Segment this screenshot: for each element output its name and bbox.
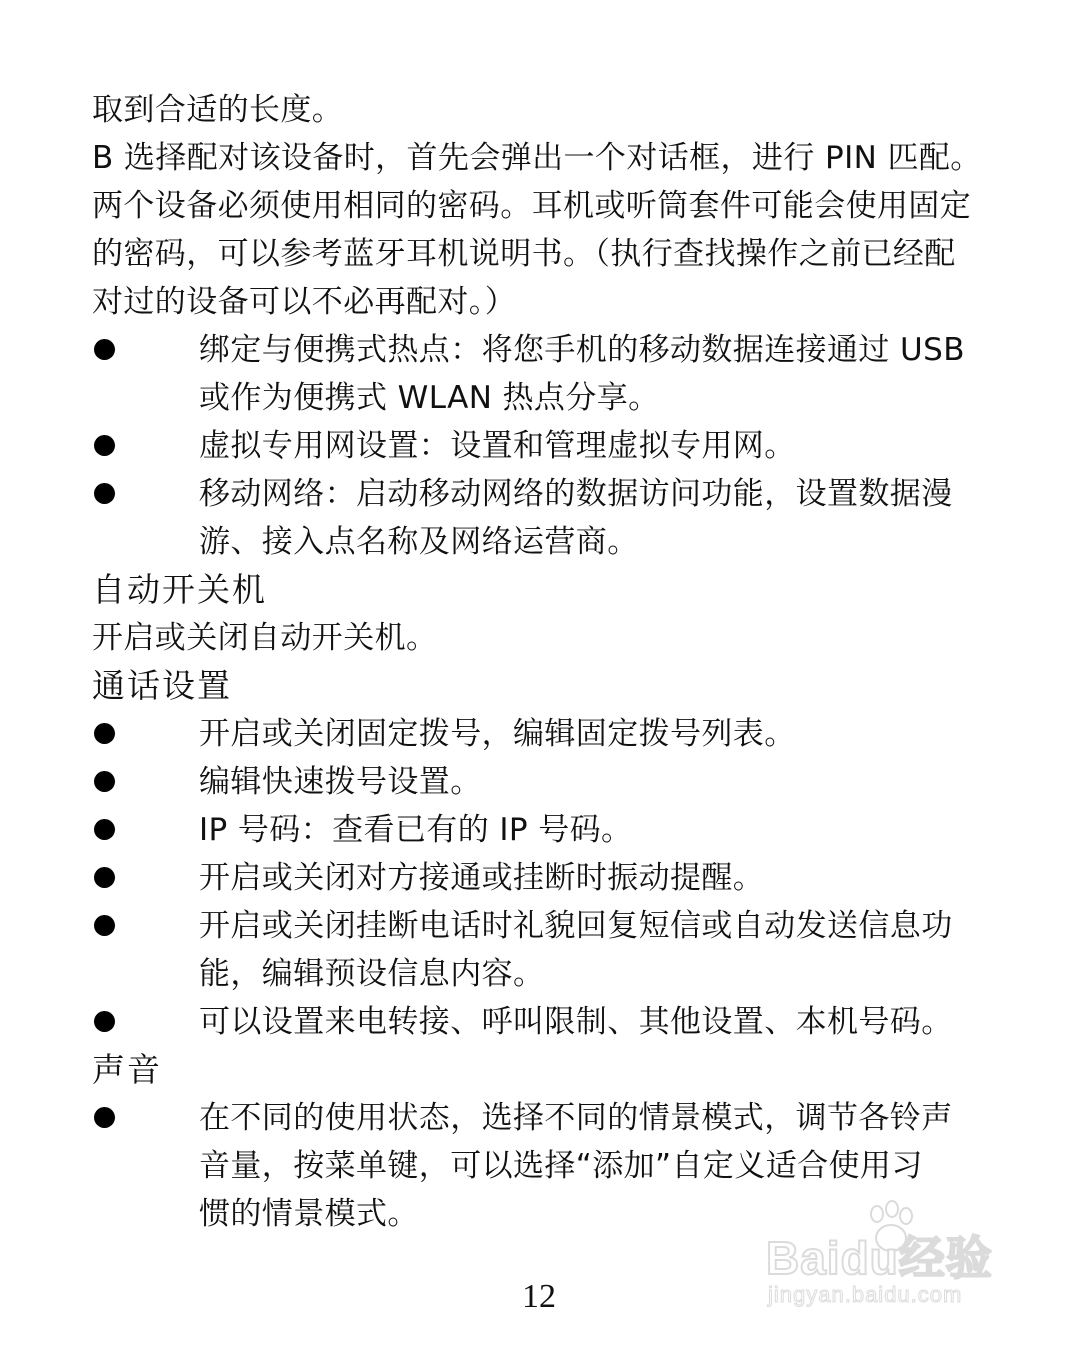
list-item-text: 虚拟专用网设置：设置和管理虚拟专用网。 [199, 428, 796, 464]
list-item-text: 能，编辑预设信息内容。 [199, 956, 545, 992]
network-bullet-list [92, 326, 982, 566]
call-settings-section [92, 662, 982, 1046]
list-item-text: 开启或关闭对方接通或挂断时振动提醒。 [199, 860, 765, 896]
list-item-text: IP 号码：查看已有的 IP 号码。 [199, 812, 633, 848]
section-heading: 自动开关机 [92, 570, 267, 609]
section-body: 开启或关闭自动开关机。 [92, 620, 438, 656]
list-item [92, 806, 982, 854]
bullet-dot-icon [94, 483, 115, 504]
list-item-text: 惯的情景模式。 [199, 1196, 419, 1232]
bullet-dot-icon [94, 435, 115, 456]
auto-power-section [92, 566, 982, 662]
page-number: 12 [522, 1278, 556, 1315]
list-item [92, 902, 982, 998]
intro-paragraph [92, 86, 982, 326]
bullet-dot-icon [94, 339, 115, 360]
bullet-dot-icon [94, 1107, 115, 1128]
list-item-text: 绑定与便携式热点：将您手机的移动数据连接通过 USB [199, 332, 965, 368]
intro-line: 取到合适的长度。 [92, 92, 344, 128]
watermark-url: jingyan.baidu.com [768, 1282, 963, 1307]
list-item [92, 710, 982, 758]
list-item-text: 游、接入点名称及网络运营商。 [199, 524, 639, 560]
bullet-dot-icon [94, 867, 115, 888]
intro-line: B 选择配对该设备时，首先会弹出一个对话框，进行 PIN 匹配。 [92, 140, 982, 176]
section-heading: 通话设置 [92, 666, 232, 705]
list-item-text: 开启或关闭挂断电话时礼貌回复短信或自动发送信息功 [199, 908, 953, 944]
bullet-dot-icon [94, 819, 115, 840]
bullet-dot-icon [94, 771, 115, 792]
list-item [92, 422, 982, 470]
watermark-brand: Baidu经验 [766, 1232, 993, 1284]
list-item [92, 470, 982, 566]
list-item-text: 移动网络：启动移动网络的数据访问功能，设置数据漫 [199, 476, 953, 512]
list-item-text: 或作为便携式 WLAN 热点分享。 [199, 380, 660, 416]
list-item-text: 在不同的使用状态，选择不同的情景模式，调节各铃声 [199, 1100, 953, 1136]
document-page [92, 86, 982, 1238]
intro-line: 的密码，可以参考蓝牙耳机说明书。（执行查找操作之前已经配 [92, 236, 956, 272]
list-item [92, 326, 982, 422]
section-heading: 声音 [92, 1050, 162, 1089]
list-item [92, 758, 982, 806]
bullet-dot-icon [94, 915, 115, 936]
bullet-dot-icon [94, 1011, 115, 1032]
intro-line: 两个设备必须使用相同的密码。耳机或听筒套件可能会使用固定 [92, 188, 972, 224]
list-item-text: 可以设置来电转接、呼叫限制、其他设置、本机号码。 [199, 1004, 953, 1040]
list-item [92, 998, 982, 1046]
bullet-dot-icon [94, 723, 115, 744]
list-item-text: 音量，按菜单键，可以选择“添加”自定义适合使用习 [199, 1148, 923, 1184]
list-item-text: 开启或关闭固定拨号，编辑固定拨号列表。 [199, 716, 796, 752]
list-item [92, 854, 982, 902]
intro-line: 对过的设备可以不必再配对。） [92, 284, 517, 320]
list-item-text: 编辑快速拨号设置。 [199, 764, 482, 800]
